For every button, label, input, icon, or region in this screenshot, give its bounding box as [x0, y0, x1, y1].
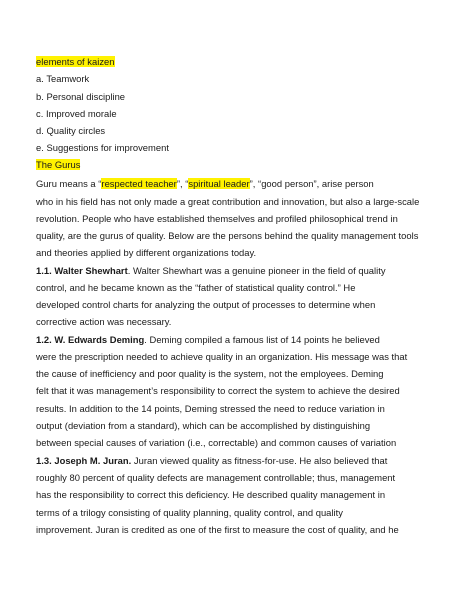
deming-paragraph-line	[36, 334, 380, 346]
kaizen-item: b. Personal discipline	[36, 91, 126, 102]
text-run: ”, “	[176, 178, 189, 189]
deming-paragraph-line: felt that it was management’s responsibility to correct the system to achieve the desired	[36, 385, 400, 396]
deming-paragraph-line: output (deviation from a standard), which can be accomplished by distinguishing	[36, 420, 371, 431]
kaizen-item: d. Quality circles	[36, 125, 106, 136]
juran-title: 1.3. Joseph M. Juran.	[36, 455, 132, 466]
shewhart-paragraph-line: corrective action was necessary.	[36, 316, 172, 327]
deming-paragraph-line: were the prescription needed to achieve quality in an organization. His message was that	[36, 351, 408, 362]
highlight: respected teacher	[101, 178, 177, 189]
juran-paragraph-line	[36, 455, 387, 467]
text-run: Guru means a “	[36, 178, 102, 189]
highlight: The Gurus	[36, 159, 81, 170]
guru-intro-line: quality, are the gurus of quality. Below are the persons behind the quality management tools	[36, 230, 419, 241]
deming-paragraph-line: results. In addition to the 14 points, Deming stressed the need to reduce variation in	[36, 403, 385, 414]
juran-paragraph-line: has the responsibility to correct this deficiency. He described quality management in	[36, 489, 386, 500]
juran-paragraph-line: terms of a trilogy consisting of quality planning, quality control, and quality	[36, 507, 343, 518]
kaizen-item: c. Improved morale	[36, 108, 117, 119]
shewhart-paragraph-line: developed control charts for analyzing the output of processes to determine when	[36, 299, 376, 310]
gurus-heading	[36, 159, 80, 171]
guru-intro-line: and theories applied by different organizations today.	[36, 247, 257, 258]
deming-paragraph-line: between special causes of variation (i.e., correctable) and common causes of variation	[36, 437, 397, 448]
text-run: Juran viewed quality as fitness-for-use. He also believed that	[131, 455, 388, 466]
juran-paragraph-line: improvement. Juran is credited as one of the first to measure the cost of quality, and he	[36, 524, 399, 535]
highlight: elements of kaizen	[36, 56, 115, 67]
guru-intro-line	[36, 178, 374, 190]
deming-title: 1.2. W. Edwards Deming	[36, 334, 145, 345]
shewhart-title: 1.1. Walter Shewhart	[36, 265, 128, 276]
text-run: ”, “good person”, arise person	[249, 178, 374, 189]
text-run: . Deming compiled a famous list of 14 points he believed	[144, 334, 380, 345]
deming-paragraph-line: the cause of inefficiency and poor quality is the system, not the employees. Deming	[36, 368, 384, 379]
shewhart-paragraph-line	[36, 265, 386, 277]
juran-paragraph-line: roughly 80 percent of quality defects are management controllable; thus, management	[36, 472, 396, 483]
text-run: . Walter Shewhart was a genuine pioneer in the field of quality	[127, 265, 386, 276]
shewhart-paragraph-line: control, and he became known as the “father of statistical quality control.” He	[36, 282, 356, 293]
kaizen-item: e. Suggestions for improvement	[36, 142, 169, 153]
guru-intro-line: who in his field has not only made a great contribution and innovation, but also a large-scale	[36, 196, 420, 207]
kaizen-heading	[36, 56, 115, 68]
guru-intro-line: revolution. People who have established themselves and profiled philosophical trend in	[36, 213, 398, 224]
highlight: spiritual leader	[188, 178, 250, 189]
kaizen-item: a. Teamwork	[36, 73, 90, 84]
